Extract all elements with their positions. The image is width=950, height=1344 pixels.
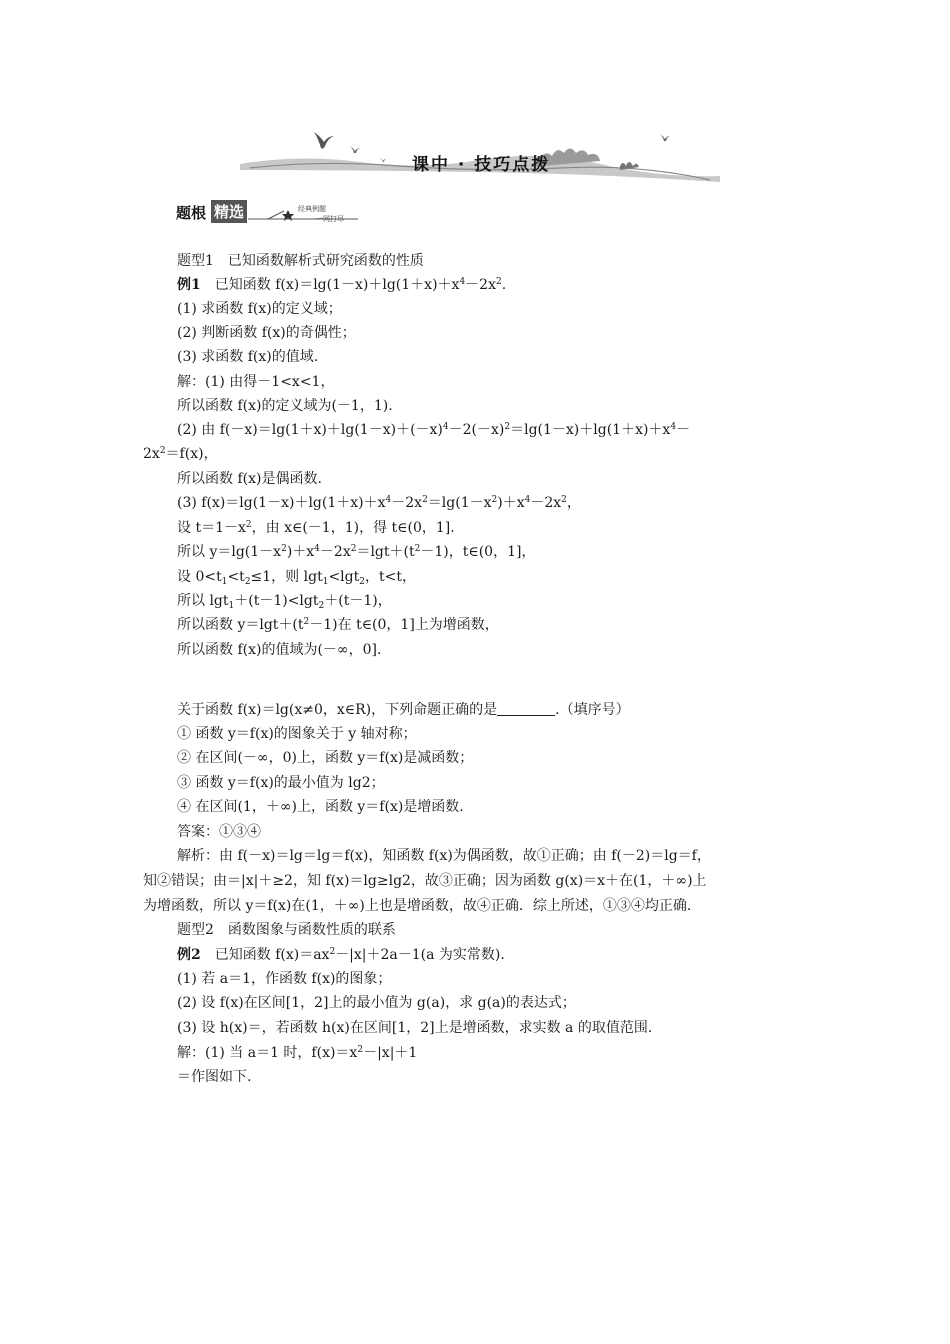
bird-icon-small (350, 146, 360, 153)
solution-line: 设 $0<t_1<t_2\le 1$，则 lgt$_1$<lgt$_2$，t<t， (177, 569, 416, 587)
section-tag (176, 200, 376, 226)
option-4: ④ 在区间(1，＋∞)上，函数 y＝f(x)是增函数. (177, 799, 464, 815)
exercise-statement: 关于函数 f(x)＝lg(x≠0，x∈R)，下列命题正确的是 .（填序号） (177, 702, 630, 718)
solution-line: 所以函数 f(x)的值域为(－∞，0]. (177, 642, 382, 658)
solution-line: (2) 由 $f(-x)=\lg(1+x)+\lg(1-x)+(-x)^4-2(-x)^2=\lg(1-x)+\lg(1+x)+x^4-$ (177, 422, 691, 438)
solution-line: 所以 $y=\lg(1-x^2)+x^4-2x^2=\lg t+(t^2-1)$，t∈(0，1]， (177, 544, 536, 560)
question-1: (1) 若 a＝1，作函数 f(x)的图象； (177, 971, 392, 987)
bird-icon-right (660, 134, 670, 141)
question-1: (1) 求函数 f(x)的定义域； (177, 301, 342, 317)
answer-blank (497, 701, 555, 716)
solution-line: (3) $f(x)=\lg(1-x)+\lg(1+x)+x^4-2x^2=\lg(1-x^2)+x^4-2x^2$， (177, 495, 581, 511)
solution-line: 所以函数 f(x)是偶函数. (177, 471, 322, 487)
answer-line: 答案：①③④ (177, 824, 261, 840)
section-tag-part2: 精选 (211, 200, 247, 223)
option-1: ① 函数 y＝f(x)的图象关于 y 轴对称； (177, 726, 417, 742)
question-3: (3) 设 h(x)＝，若函数 h(x)在区间[1，2]上是增函数，求实数 a 的取值范围. (177, 1020, 653, 1036)
option-3: ③ 函数 y＝f(x)的最小值为 lg2； (177, 775, 385, 791)
section-tag-note2: 一网打尽 (316, 215, 344, 223)
bird-icon (314, 132, 334, 149)
solution-line: ＝作图如下. (177, 1069, 252, 1085)
section-tag-note1: 经典例题 (298, 205, 326, 213)
banner-title: 课中 · 技巧点拨 (412, 155, 551, 175)
example-1-statement: 例1 已知函数 $f(x)=\lg(1-x)+\lg(1+x)+x^4-2x^2$. (177, 277, 507, 293)
topic-1-heading: 题型1 已知函数解析式研究函数的性质 (177, 253, 424, 269)
analysis-line: 为增函数，所以 y＝f(x)在(1，＋∞)上也是增函数，故④正确．综上所述，①③④均正确. (143, 898, 692, 914)
option-2: ② 在区间(－∞，0)上，函数 y＝f(x)是减函数； (177, 750, 474, 766)
solution-line: 解：(1) 当 a＝1 时，$f(x)=x^2-|x|+1$ (177, 1045, 418, 1061)
question-3: (3) 求函数 f(x)的值域. (177, 349, 319, 365)
analysis-line: 知②错误；由＝|x|＋≥2，知 f(x)＝lg≥lg2，故③正确；因为函数 g(x)＝x＋在(1，＋∞)上 (143, 873, 707, 889)
solution-line: 所以函数 f(x)的定义域为(－1，1). (177, 398, 393, 414)
solution-line: $2x^2=f(x)$， (143, 446, 218, 462)
question-2: (2) 判断函数 f(x)的奇偶性； (177, 325, 356, 341)
solution-line: 所以 lgt$_1$＋(t－1)<lgt$_2$＋(t－1)， (177, 593, 392, 611)
analysis-line: 解析：由 f(－x)＝lg＝lg＝f(x)，知函数 f(x)为偶函数，故①正确；由 f(－2)＝lg＝f， (177, 848, 711, 864)
question-2: (2) 设 f(x)在区间[1，2]上的最小值为 g(a)，求 g(a)的表达式； (177, 995, 576, 1011)
example-2-statement: 例2 已知函数 $f(x)=ax^2-|x|+2a-1(a$ 为实常数). (177, 947, 505, 963)
section-tag-part1: 题根 (176, 204, 207, 222)
topic-2-heading: 题型2 函数图象与函数性质的联系 (177, 922, 396, 938)
solution-line: 设 $t=1-x^2$，由 x∈(－1，1)，得 t∈(0，1]. (177, 520, 455, 536)
solution-line: 所以函数 $y=\lg t+(t^2-1)$在 t∈(0，1]上为增函数， (177, 617, 499, 633)
solution-line: 解：(1) 由得－1<x<1， (177, 374, 335, 390)
